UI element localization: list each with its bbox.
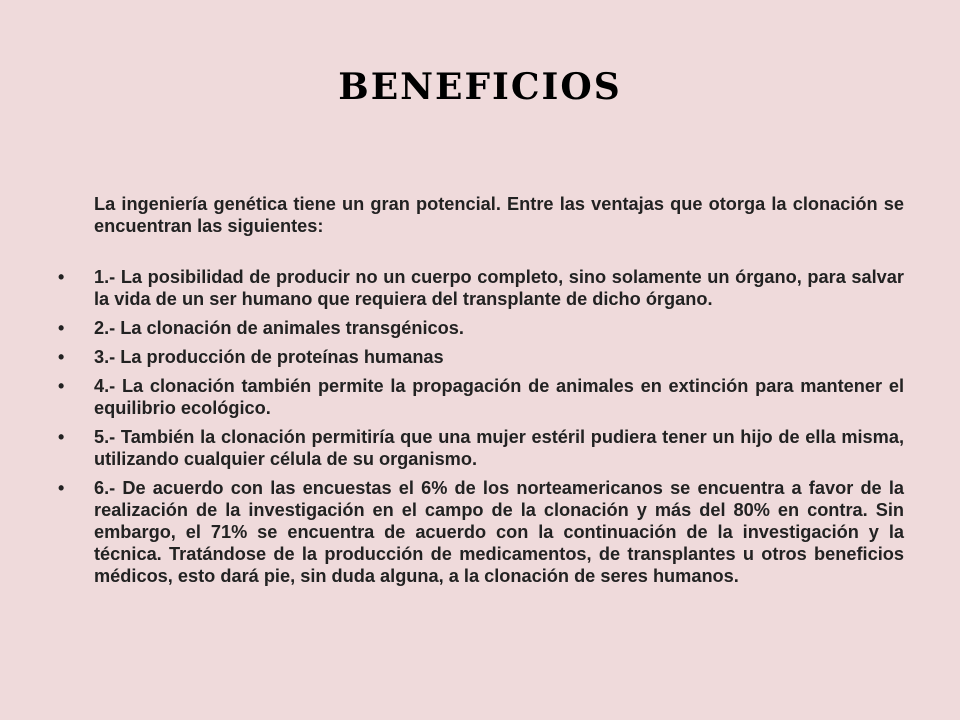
list-item-text: 1.- La posibilidad de producir no un cuerpo completo, sino solamente un órgano, para salvar la vida de un ser humano que requiera del transplante de dicho órgano. [94,267,904,309]
list-item [58,317,904,339]
bullet-icon: • [58,347,65,367]
bullet-icon: • [58,478,65,498]
bullet-icon: • [58,318,65,338]
bullet-icon: • [58,267,65,287]
list-item-text: 2.- La clonación de animales transgénicos. [94,318,464,338]
list-item [58,266,904,310]
list-item [58,375,904,419]
slide-body [58,193,904,594]
list-item-text: 6.- De acuerdo con las encuestas el 6% de los norteamericanos se encuentra a favor de la realización de la investigación en el campo de la clonación y más del 80% en contra. Sin embargo, el 71% se encuentra de acuerdo con la continuación de la investigación y la técnica. Tratándose de la producción de medicamentos, de transplantes u otros beneficios médicos, esto dará pie, sin duda alguna, a la clonación de seres humanos. [94,478,904,586]
bullet-icon: • [58,376,65,396]
list-item-text: 4.- La clonación también permite la propagación de animales en extinción para mantener el equilibrio ecológico. [94,376,904,418]
list-item-text: 3.- La producción de proteínas humanas [94,347,444,367]
list-item [58,477,904,587]
list-item [58,426,904,470]
list-item [58,346,904,368]
benefits-list [58,266,904,587]
list-item-text: 5.- También la clonación permitiría que una mujer estéril pudiera tener un hijo de ella misma, utilizando cualquier célula de su organismo. [94,427,904,469]
intro-paragraph: La ingeniería genética tiene un gran potencial. Entre las ventajas que otorga la clonación se encuentran las siguientes: [94,194,904,236]
slide-title: beneficios [338,51,622,112]
bullet-icon: • [58,427,65,447]
